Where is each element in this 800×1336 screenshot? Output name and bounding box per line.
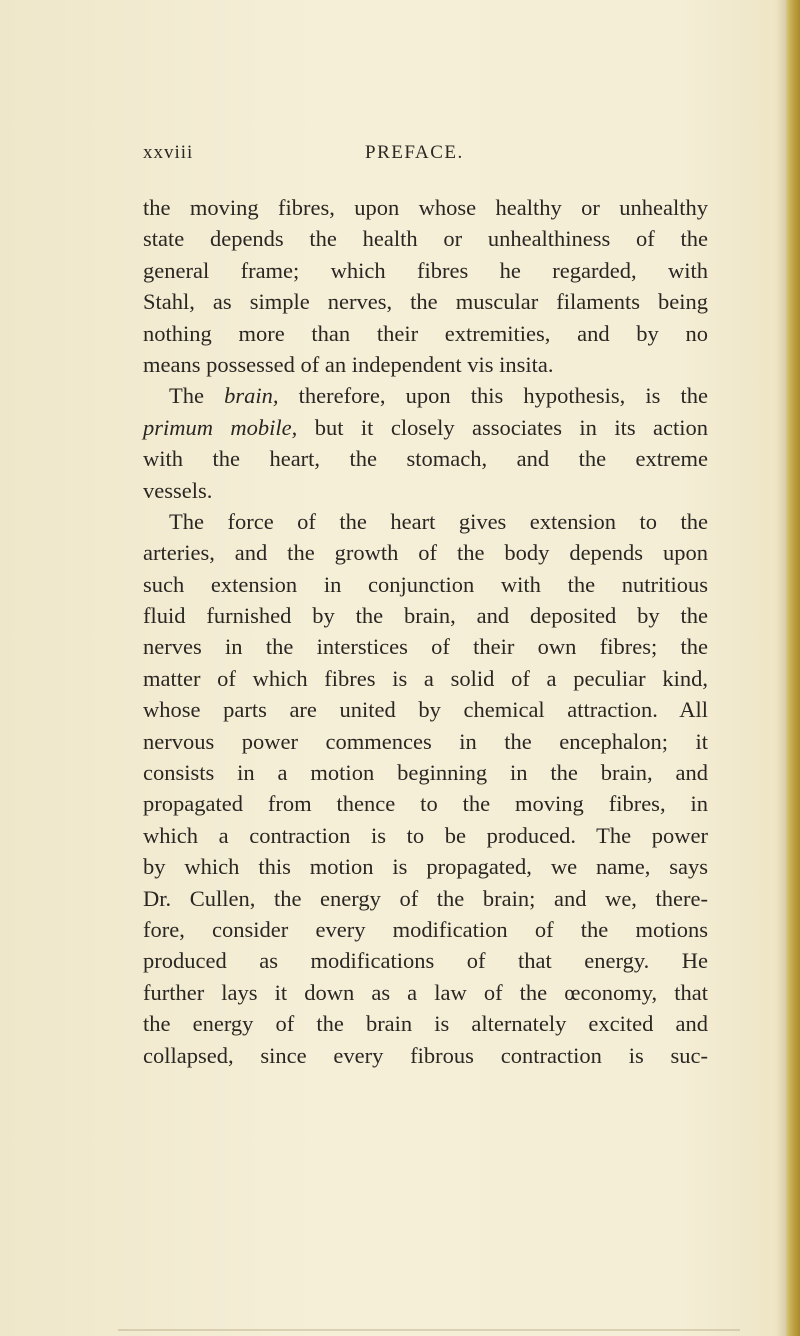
text-line: whose parts are united by chemical attraction. All xyxy=(143,697,708,723)
text-line: primum mobile, but it closely associates in its action xyxy=(143,414,708,440)
text-line: nerves in the interstices of their own fibres; the xyxy=(143,634,708,660)
text-line: fore, consider every modification of the motions xyxy=(143,916,708,942)
text-line: such extension in conjunction with the nutritious xyxy=(143,571,708,597)
text-line: Stahl, as simple nerves, the muscular filaments being xyxy=(143,289,708,315)
text-line: matter of which fibres is a solid of a peculiar kind, xyxy=(143,665,708,691)
text-line: means possessed of an independent vis insita. xyxy=(143,351,554,377)
running-head: PREFACE. xyxy=(365,142,464,163)
text-line: propagated from thence to the moving fibres, in xyxy=(143,791,708,817)
text-line: Dr. Cullen, the energy of the brain; and we, there- xyxy=(143,885,708,911)
text-line: nervous power commences in the encephalon; it xyxy=(143,728,708,754)
text-line: state depends the health or unhealthiness of the xyxy=(143,226,708,252)
text-line: collapsed, since every fibrous contraction is suc- xyxy=(143,1042,708,1068)
text-line: by which this motion is propagated, we name, says xyxy=(143,854,708,880)
italic-term: primum mobile, xyxy=(143,414,298,440)
text-line: nothing more than their extremities, and by no xyxy=(143,320,708,346)
text-line: consists in a motion beginning in the brain, and xyxy=(143,760,708,786)
text-line: which a contraction is to be produced. The power xyxy=(143,822,708,848)
text-line: vessels. xyxy=(143,477,213,503)
text-line: The force of the heart gives extension to the xyxy=(169,508,708,534)
page-edge-shadow xyxy=(776,0,786,1336)
text-line: The brain, therefore, upon this hypothesis, is the xyxy=(169,383,708,409)
text-line: the moving fibres, upon whose healthy or unhealthy xyxy=(143,195,708,220)
text-line: arteries, and the growth of the body depends upon xyxy=(143,540,708,566)
page-number: xxviii xyxy=(143,142,194,163)
bottom-rule xyxy=(118,1329,740,1331)
text-line: further lays it down as a law of the œconomy, that xyxy=(143,979,708,1005)
text-line: produced as modifications of that energy. He xyxy=(143,948,708,974)
text-line: fluid furnished by the brain, and deposited by the xyxy=(143,603,708,629)
text-line: with the heart, the stomach, and the extreme xyxy=(143,446,708,472)
page-header xyxy=(143,142,703,172)
page-edge xyxy=(786,0,800,1336)
body-text xyxy=(143,192,708,1071)
italic-term: brain, xyxy=(224,383,279,409)
text-line: general frame; which fibres he regarded, with xyxy=(143,257,708,283)
text-line: the energy of the brain is alternately excited and xyxy=(143,1011,708,1037)
